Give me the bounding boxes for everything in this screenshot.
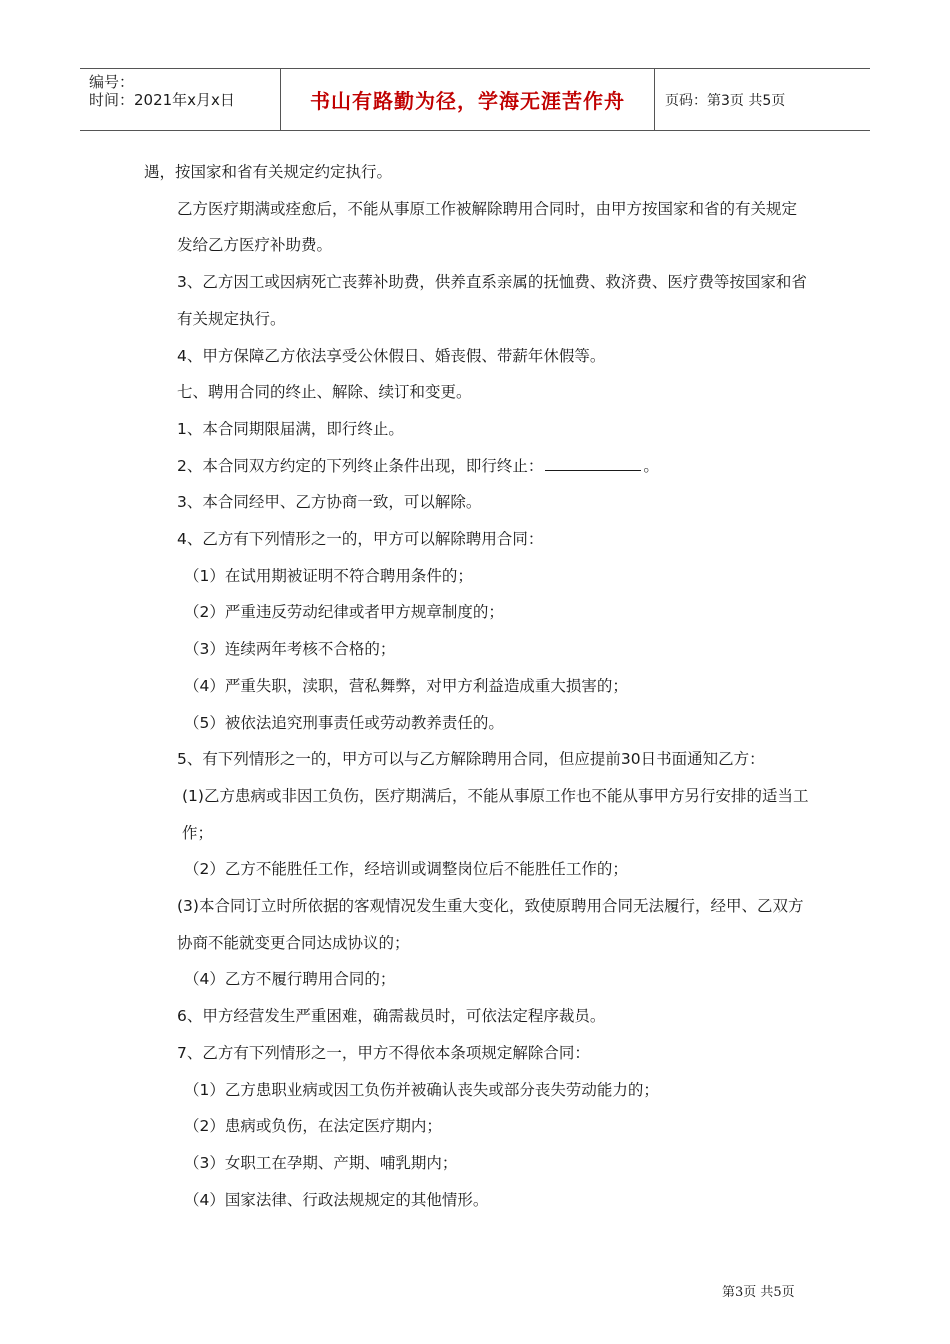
list-item: （4）严重失职，渎职，营私舞弊，对甲方利益造成重大损害的； [184, 676, 628, 695]
paragraph-text: 2、本合同双方约定的下列终止条件出现，即行终止： [177, 456, 544, 475]
paragraph: 乙方医疗期满或痊愈后，不能从事原工作被解除聘用合同时，由甲方按国家和省的有关规定发给乙方医疗补助费。 [177, 199, 798, 255]
header-motto: 书山有路勤为径，学海无涯苦作舟 [310, 89, 625, 113]
list-item: （1）在试用期被证明不符合聘用条件的； [184, 566, 473, 585]
section-heading: 七、聘用合同的终止、解除、续订和变更。 [177, 383, 472, 402]
paragraph: 遇，按国家和省有关规定约定执行。 [144, 163, 393, 181]
list-item: （2）乙方不能胜任工作，经培训或调整岗位后不能胜任工作的； [184, 860, 628, 879]
paragraph: 4、乙方有下列情形之一的，甲方可以解除聘用合同： [177, 530, 544, 549]
document-body [144, 154, 812, 1218]
list-item: （1）乙方患职业病或因工负伤并被确认丧失或部分丧失劳动能力的； [184, 1080, 659, 1099]
paragraph: 3、本合同经甲、乙方协商一致，可以解除。 [177, 493, 482, 512]
document-time-label: 时间：2021年x月x日 [89, 91, 235, 109]
paragraph: 4、甲方保障乙方依法享受公休假日、婚丧假、带薪年休假等。 [177, 346, 606, 365]
fill-in-blank[interactable] [545, 453, 641, 471]
list-item: (3)本合同订立时所依据的客观情况发生重大变化，致使原聘用合同无法履行，经甲、乙双方协商不能就变更合同达成协议的； [177, 897, 804, 952]
paragraph: 6、甲方经营发生严重困难，确需裁员时，可依法定程序裁员。 [177, 1007, 606, 1026]
list-item: （3）女职工在孕期、产期、哺乳期内； [184, 1153, 458, 1172]
list-item: （3）连续两年考核不合格的； [184, 640, 396, 659]
document-number-label: 编号： [89, 73, 135, 91]
list-item: (1)乙方患病或非因工负伤，医疗期满后，不能从事原工作也不能从事甲方另行安排的适当工作； [182, 786, 809, 842]
paragraph-with-blank [144, 448, 812, 485]
list-item: （2）严重违反劳动纪律或者甲方规章制度的； [184, 603, 504, 622]
list-item: （4）乙方不履行聘用合同的； [184, 970, 396, 989]
paragraph: 1、本合同期限届满，即行终止。 [177, 419, 404, 438]
list-item: （5）被依法追究刑事责任或劳动教养责任的。 [184, 713, 504, 732]
header-meta [80, 69, 281, 130]
list-item: （4）国家法律、行政法规规定的其他情形。 [184, 1190, 489, 1209]
header-motto-cell [281, 69, 655, 130]
paragraph: 5、有下列情形之一的，甲方可以与乙方解除聘用合同，但应提前30日书面通知乙方： [177, 750, 765, 769]
paragraph-end: 。 [643, 456, 659, 475]
paragraph: 7、乙方有下列情形之一，甲方不得依本条项规定解除合同： [177, 1043, 590, 1062]
document-header [80, 68, 870, 131]
paragraph: 3、乙方因工或因病死亡丧葬补助费，供养直系亲属的抚恤费、救济费、医疗费等按国家和省有关规定执行。 [177, 273, 807, 328]
header-page-cell [655, 69, 870, 130]
list-item: （2）患病或负伤，在法定医疗期内； [184, 1117, 442, 1136]
page-footer: 第3页 共5页 [722, 1285, 795, 1300]
header-page-info: 页码：第3页 共5页 [665, 92, 786, 109]
